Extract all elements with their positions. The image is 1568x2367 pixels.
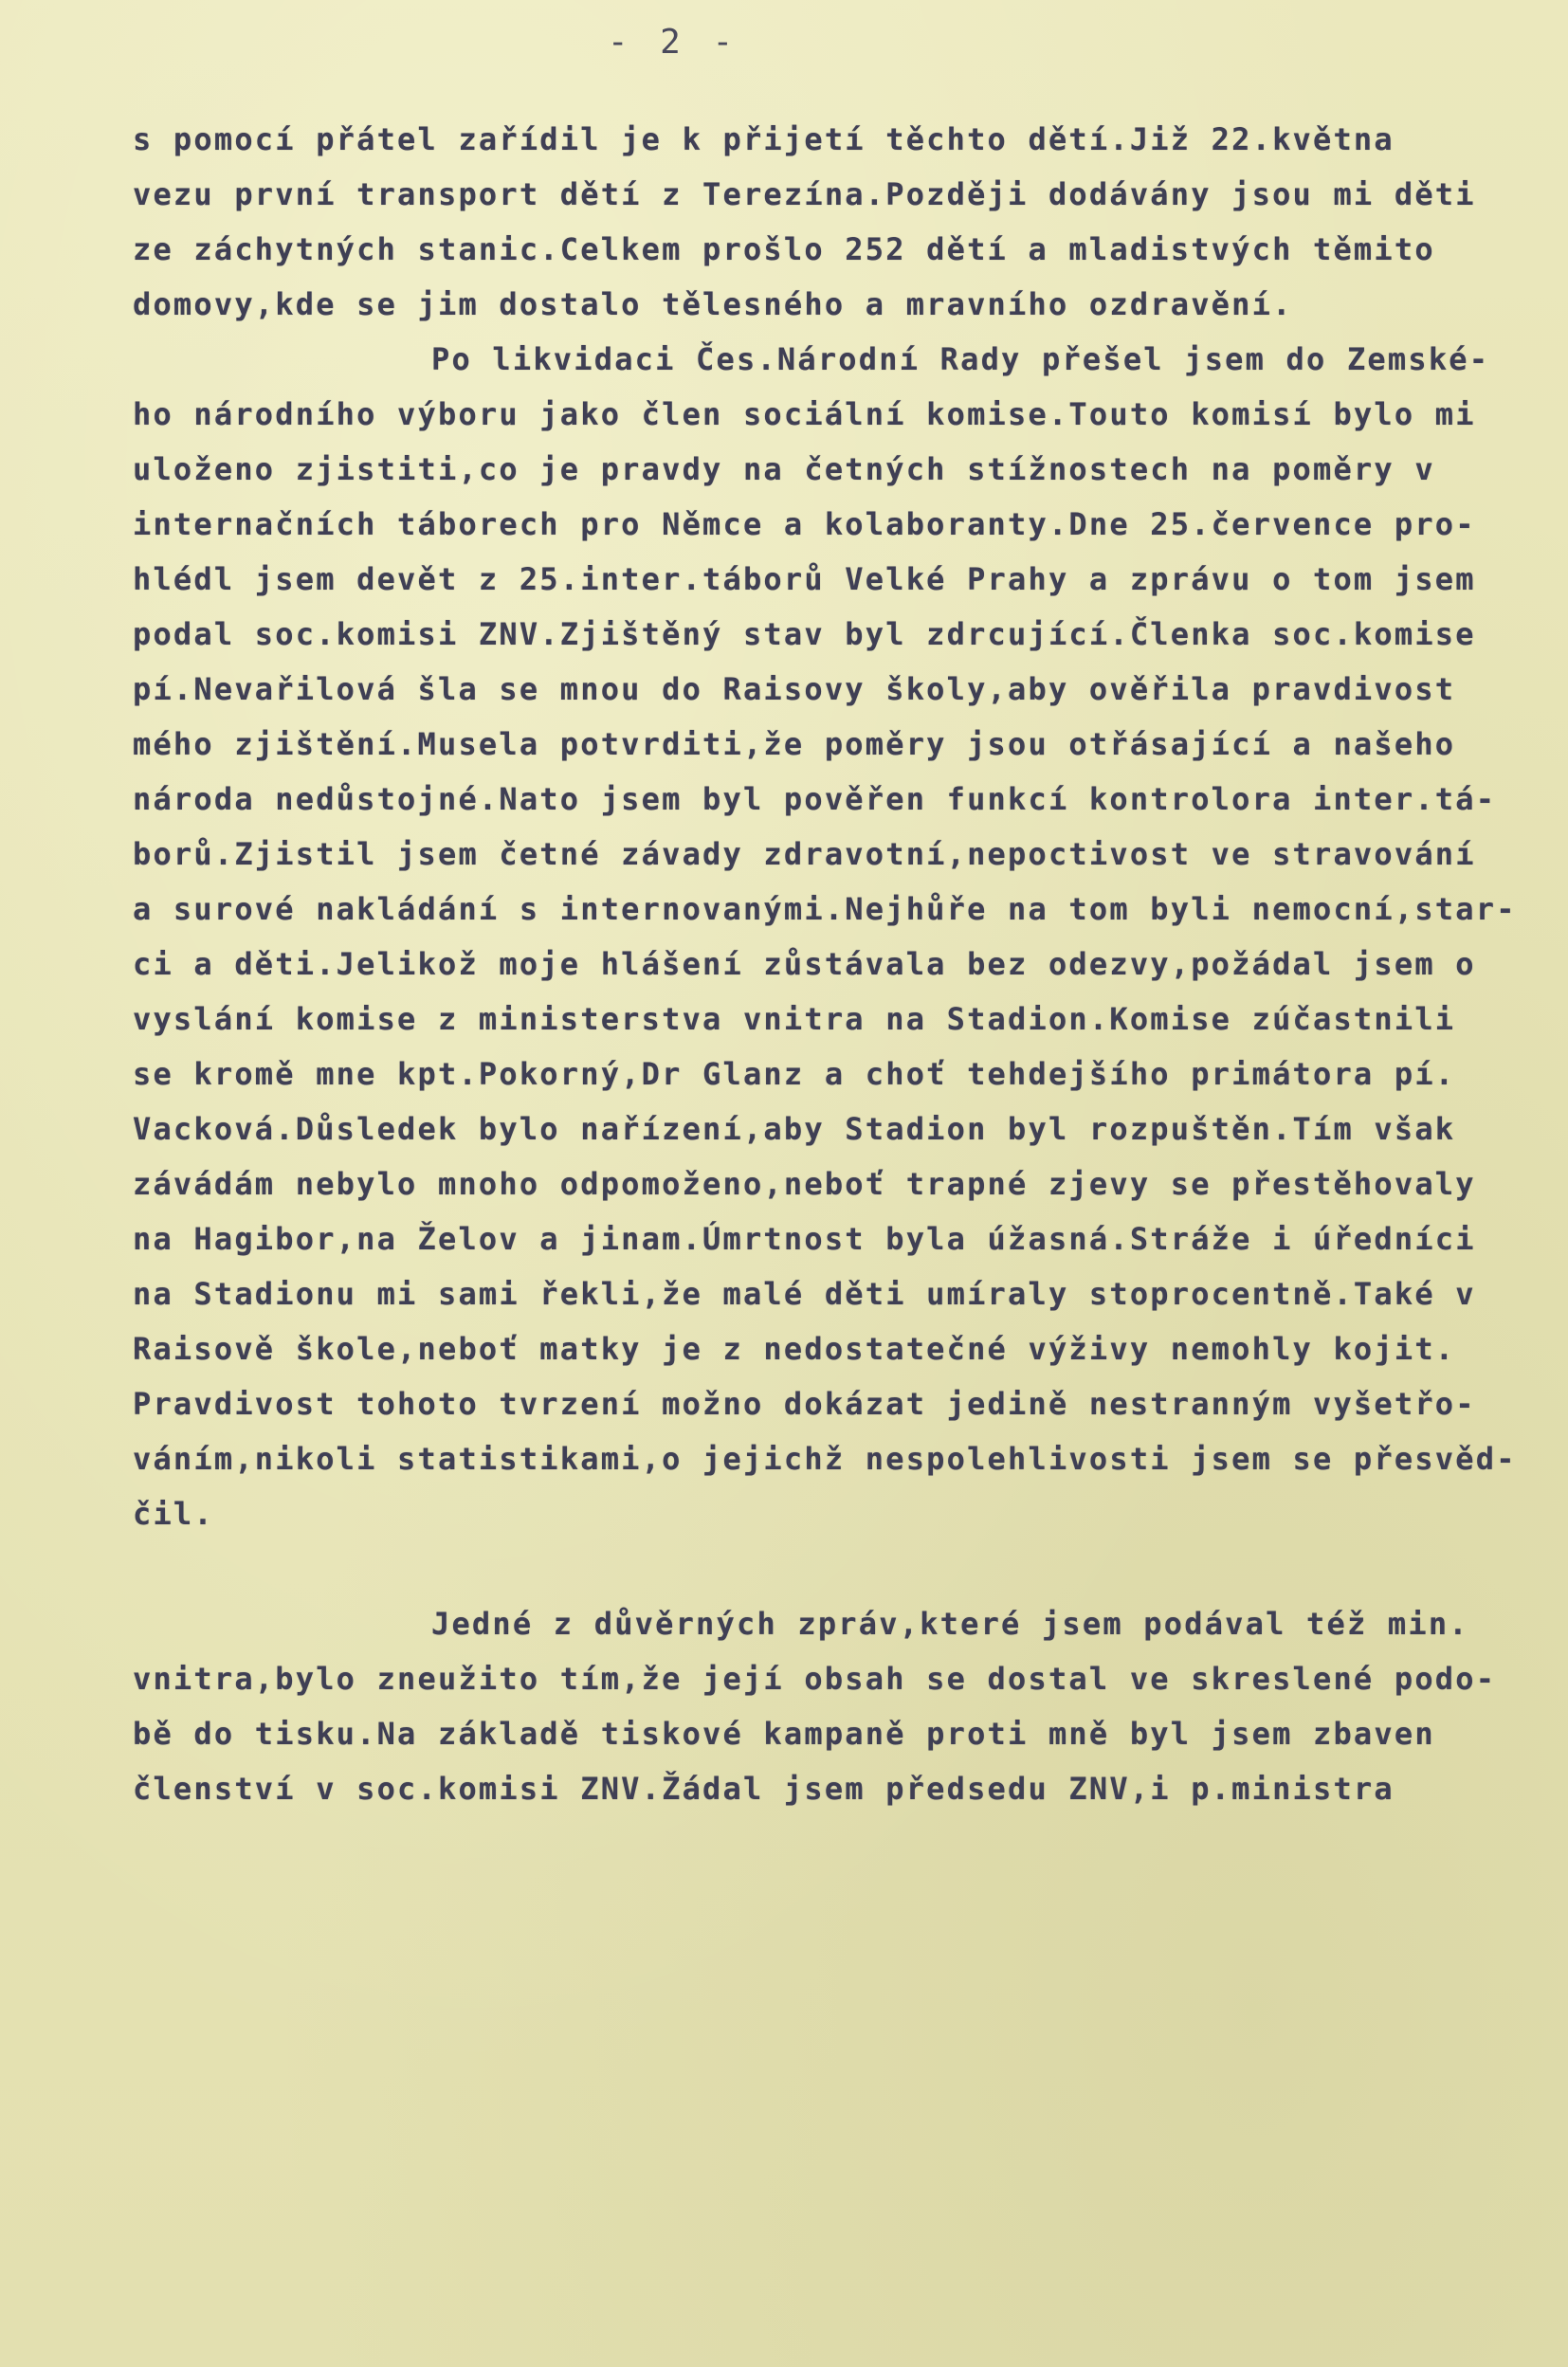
text-line: závádám nebylo mnoho odpomoženo,neboť trapné zjevy se přestěhovaly	[133, 1166, 1476, 1202]
text-line: ze záchytných stanic.Celkem prošlo 252 dětí a mladistvých těmito	[133, 231, 1435, 267]
text-line: hlédl jsem devět z 25.inter.táborů Velké Prahy a zprávu o tom jsem	[133, 561, 1476, 597]
text-line: domovy,kde se jim dostalo tělesného a mravního ozdravění.	[133, 286, 1293, 322]
text-line: borů.Zjistil jsem četné závady zdravotní,nepoctivost ve stravování	[133, 836, 1476, 872]
text-line: s pomocí přátel zařídil je k přijetí těchto dětí.Již 22.května	[133, 121, 1395, 157]
text-line: na Stadionu mi sami řekli,že malé děti umíraly stoprocentně.Také v	[133, 1276, 1476, 1312]
text-line: Pravdivost tohoto tvrzení možno dokázat jedině nestranným vyšetřo-	[133, 1386, 1476, 1422]
text-line: čil.	[133, 1496, 214, 1532]
text-line: podal soc.komisi ZNV.Zjištěný stav byl zdrcující.Členka soc.komise	[133, 616, 1476, 652]
text-line: bě do tisku.Na základě tiskové kampaně proti mně byl jsem zbaven	[133, 1716, 1435, 1752]
document-body	[133, 112, 1526, 1816]
text-line: uloženo zjistiti,co je pravdy na četných stížnostech na poměry v	[133, 451, 1435, 487]
text-line: národa nedůstojné.Nato jsem byl pověřen funkcí kontrolora inter.tá-	[133, 781, 1497, 817]
text-line: vnitra,bylo zneužito tím,že její obsah se dostal ve skreslené podo-	[133, 1661, 1497, 1697]
text-line: Vacková.Důsledek bylo nařízení,aby Stadion byl rozpuštěn.Tím však	[133, 1111, 1456, 1147]
text-line: na Hagibor,na Želov a jinam.Úmrtnost byla úžasná.Stráže i úředníci	[133, 1221, 1476, 1257]
text-line: členství v soc.komisi ZNV.Žádal jsem předsedu ZNV,i p.ministra	[133, 1771, 1395, 1807]
text-line: Jedné z důvěrných zpráv,které jsem podával též min.	[431, 1606, 1469, 1642]
text-line: vyslání komise z ministerstva vnitra na Stadion.Komise zúčastnili	[133, 1001, 1456, 1037]
text-line: Po likvidaci Čes.Národní Rady přešel jsem do Zemské-	[431, 341, 1490, 377]
text-line: Raisově škole,neboť matky je z nedostatečné výživy nemohly kojit.	[133, 1331, 1456, 1367]
paragraph-gap	[133, 1541, 1526, 1596]
text-line: ho národního výboru jako člen sociální komise.Touto komisí bylo mi	[133, 396, 1476, 432]
page-number: - 2 -	[607, 23, 739, 62]
text-line: internačních táborech pro Němce a kolaboranty.Dne 25.července pro-	[133, 506, 1476, 542]
text-line: pí.Nevařilová šla se mnou do Raisovy školy,aby ověřila pravdivost	[133, 671, 1456, 707]
text-line: ci a děti.Jelikož moje hlášení zůstávala bez odezvy,požádal jsem o	[133, 946, 1476, 982]
text-line: vezu první transport dětí z Terezína.Později dodávány jsou mi děti	[133, 176, 1476, 212]
text-line: váním,nikoli statistikami,o jejichž nespolehlivosti jsem se přesvěd-	[133, 1441, 1517, 1477]
text-line: mého zjištění.Musela potvrditi,že poměry jsou otřásající a našeho	[133, 726, 1456, 762]
text-line: se kromě mne kpt.Pokorný,Dr Glanz a choť tehdejšího primátora pí.	[133, 1056, 1456, 1092]
text-line: a surové nakládání s internovanými.Nejhůře na tom byli nemocní,star-	[133, 891, 1517, 927]
